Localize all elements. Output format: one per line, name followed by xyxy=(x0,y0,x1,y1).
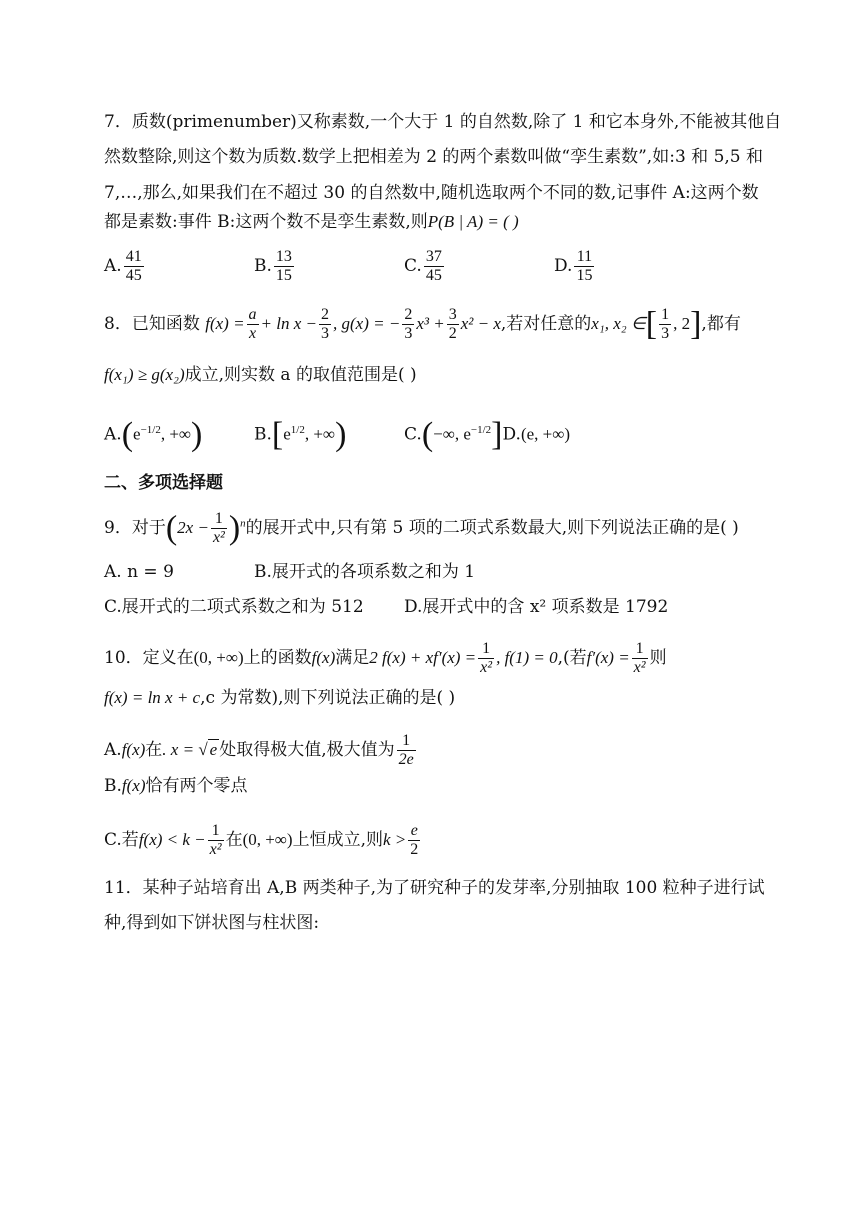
q7-option-b xyxy=(254,248,296,285)
q10-c-domain: (0, +∞) xyxy=(242,830,293,849)
q10-equation: 2 f(x) + xf′(x) = xyxy=(369,648,477,667)
q10-satisfies: 满足 xyxy=(335,648,370,668)
q8-prefix: 8．已知函数 xyxy=(104,314,200,334)
q7-condition-expr: P(B | A) = ( ) xyxy=(427,212,519,231)
fraction-denominator: 2e xyxy=(398,751,414,768)
fraction-denominator: 2 xyxy=(410,841,419,858)
option-label: C.若 xyxy=(104,830,139,850)
option-label: B. xyxy=(254,256,272,276)
q10-fprime: f′(x) = xyxy=(586,648,630,667)
fraction-denominator: 45 xyxy=(425,267,442,284)
q8-inequality: f(x₁) ≥ g(x₂) xyxy=(104,365,185,384)
fraction-denominator: x² xyxy=(633,659,646,676)
option-label: A. xyxy=(104,424,122,445)
q7-line2: 然数整除,则这个数为质数.数学上把相差为 2 的两个素数叫做“孪生素数”,如:3 和 5,5 和 xyxy=(104,147,764,167)
q8-line2 xyxy=(104,365,417,385)
q10-a-text: 处取得极大值,极大值为 xyxy=(219,740,395,760)
open-bracket: [ xyxy=(271,416,284,453)
exp-power: 1/2 xyxy=(290,423,305,436)
exp-base: e xyxy=(133,424,141,444)
fraction-numerator: 1 xyxy=(211,510,227,529)
fraction-numerator: 2 xyxy=(404,306,413,323)
fraction-denominator: x² xyxy=(209,841,222,858)
fraction-numerator: 1 xyxy=(661,306,670,323)
q8-suffix: ,都有 xyxy=(701,314,741,334)
q10-c-expr: f(x) < k − xyxy=(138,830,206,849)
q8-option-a xyxy=(104,418,202,452)
q10-option-c xyxy=(104,822,422,859)
option-label: C. xyxy=(404,424,422,445)
option-label: B. xyxy=(254,424,272,445)
q10-b-text: 恰有两个零点 xyxy=(145,776,248,796)
fraction-denominator: 15 xyxy=(576,267,593,284)
close-bracket: ) xyxy=(191,416,203,453)
option-label: B. xyxy=(104,776,122,796)
q11-line1: 11．某种子站培育出 A,B 两类种子,为了研究种子的发芽率,分别抽取 100 粒种子进行试 xyxy=(104,878,765,898)
fraction-numerator: a xyxy=(248,306,257,323)
q9-prefix: 9．对于 xyxy=(104,518,166,538)
fraction-denominator: 3 xyxy=(661,325,670,342)
fraction-denominator: x² xyxy=(212,529,225,546)
fraction-numerator: 13 xyxy=(275,248,292,265)
q8-option-c xyxy=(404,418,570,452)
q10-domain: (0, +∞) xyxy=(193,648,244,667)
exp-power: −1/2 xyxy=(470,423,492,436)
option-label: A. xyxy=(104,740,122,760)
q10-line2 xyxy=(104,688,455,708)
q10-b-f: f(x) xyxy=(121,776,146,795)
q7-line1: 7．质数(primenumber)又称素数,一个大于 1 的自然数,除了 1 和它本身外,不能被其他自 xyxy=(104,112,782,132)
fraction-numerator: 3 xyxy=(448,306,457,323)
option-label: D. xyxy=(502,424,521,445)
q7-line4 xyxy=(104,212,519,232)
q9-option-b: B.展开式的各项系数之和为 1 xyxy=(254,562,476,582)
q10-prefix: 10．定义在 xyxy=(104,648,194,668)
q7-line4-text: 都是素数:事件 B:这两个数不是孪生素数,则 xyxy=(104,212,428,232)
q10-option-b xyxy=(104,776,248,796)
fraction-denominator: x² xyxy=(480,659,493,676)
fraction-numerator: 1 xyxy=(208,822,224,841)
q10-mid: 上的函数 xyxy=(243,648,312,668)
interval-tail: , +∞ xyxy=(304,424,336,444)
q10-initial: , f(1) = 0 xyxy=(496,648,558,667)
interval-head: −∞, xyxy=(433,424,464,444)
q8-condition-text: ,若对任意的 xyxy=(500,314,592,334)
exp-power: −1/2 xyxy=(140,423,161,436)
q7-option-a xyxy=(104,248,146,285)
fraction-numerator: 1 xyxy=(632,640,648,659)
close-bracket: ) xyxy=(335,416,347,453)
q10-a-at: 在 xyxy=(145,740,163,760)
q8-ln-term: + ln x − xyxy=(260,314,318,333)
fraction-numerator: 1 xyxy=(397,732,416,751)
q10-a-f: f(x) xyxy=(121,740,146,759)
q8-line2-text: 成立,则实数 a 的取值范围是( ) xyxy=(184,365,417,385)
q8-line1: 8．已知函数 f(x) = $\frac{a}{x}$ + ln x − $\frac{2}{3}$ , g(x) = − $\frac{2}{3}$ x³ + $\frac{3}{2}$ x² − x,若对任意的x₁, x₂ ∈[ $\frac{1}{3}$ , 2],都有 xyxy=(104,305,741,343)
q10-ln-expr: f(x) = ln x + c xyxy=(104,688,201,707)
fraction-numerator: 1 xyxy=(478,640,494,659)
q9-exponent: n xyxy=(240,517,246,530)
interval-tail: , +∞ xyxy=(160,424,192,444)
q10-c-k: k > xyxy=(383,830,407,849)
fraction-denominator: 3 xyxy=(404,325,413,342)
q8-quad-term: x² − x xyxy=(460,314,501,333)
q10-a-x: . x = xyxy=(162,740,199,759)
q10-line1 xyxy=(104,640,667,677)
q10-f: f(x) xyxy=(311,648,336,667)
q9-option-d: D.展开式中的含 x² 项系数是 1792 xyxy=(404,597,669,617)
q9-suffix: 的展开式中,只有第 5 项的二项式系数最大,则下列说法正确的是( ) xyxy=(245,518,739,538)
q7-option-c xyxy=(404,248,446,285)
fraction-numerator: 41 xyxy=(125,248,142,265)
q8-option-b xyxy=(254,418,346,452)
q9-binomial-term: 2x − xyxy=(177,518,209,537)
option-d-text: (e, +∞) xyxy=(520,424,571,444)
q10-option-a: A.f(x)在. x = √ e 处取得极大值,极大值为 $\frac{1}{2e}$ xyxy=(104,732,414,768)
q11-line2: 种,得到如下饼状图与柱状图: xyxy=(104,913,320,933)
q8-interval-tail: , 2 xyxy=(673,314,691,333)
q7-line3: 7,…,那么,如果我们在不超过 30 的自然数中,随机选取两个不同的数,记事件 A:这两个数 xyxy=(104,183,759,203)
fraction-denominator: 2 xyxy=(448,325,457,342)
close-bracket: ] xyxy=(491,416,503,453)
q10-line2-text: ,c 为常数),则下列说法正确的是( ) xyxy=(200,688,456,708)
q8-f-label: f(x) = xyxy=(205,314,245,333)
q10-c-in: 在 xyxy=(225,830,243,850)
q10-hint: ,(若 xyxy=(557,648,587,668)
q9-option-c: C.展开式的二项式系数之和为 512 xyxy=(104,597,364,617)
fraction-denominator: 3 xyxy=(321,325,330,342)
option-label: C. xyxy=(404,256,422,276)
open-bracket: ( xyxy=(421,416,434,453)
fraction-denominator: 15 xyxy=(275,267,292,284)
q8-g-label: , g(x) = − xyxy=(333,314,401,333)
fraction-denominator: 45 xyxy=(125,267,142,284)
q10-c-text: 上恒成立,则 xyxy=(292,830,383,850)
q9-line1: 9．对于(2x − $\frac{1}{\text{x²}}$ )$^n$的展开式中,只有第 5 项的二项式系数最大,则下列说法正确的是( ) xyxy=(104,509,739,547)
exp-base: e xyxy=(283,424,291,444)
q10-then: 则 xyxy=(649,648,667,668)
option-label: A. xyxy=(104,256,122,276)
q7-option-d xyxy=(554,248,596,285)
section-heading: 二、多项选择题 xyxy=(104,473,223,493)
fraction-numerator: 11 xyxy=(574,248,594,267)
fraction-numerator: 37 xyxy=(425,248,442,265)
q8-cubic-term: x³ + xyxy=(416,314,445,333)
fraction-denominator: x xyxy=(248,325,257,342)
sqrt-radicand: e xyxy=(209,740,218,759)
option-label: D. xyxy=(554,256,573,276)
q8-variables: x₁, x₂ ∈ xyxy=(591,314,646,333)
fraction-numerator: e xyxy=(408,822,420,841)
q9-option-a: A. n = 9 xyxy=(104,562,174,582)
fraction-numerator: 2 xyxy=(321,306,330,323)
exp-base: e xyxy=(463,424,471,444)
open-bracket: ( xyxy=(121,416,134,453)
